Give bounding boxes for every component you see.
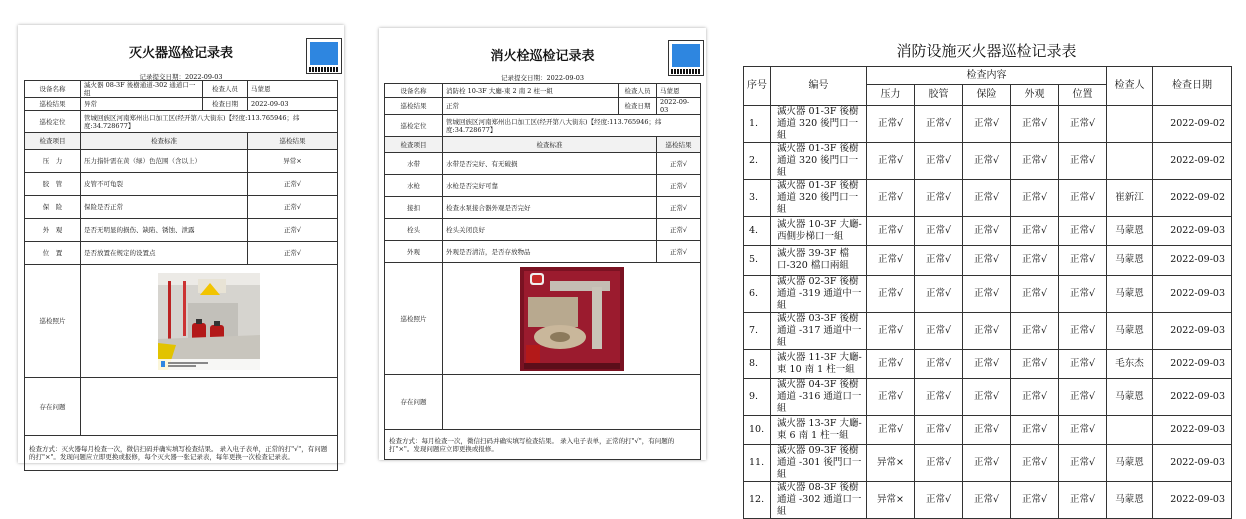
row-date: 2022-09-03 (1153, 217, 1232, 246)
item-result: 正常√ (657, 197, 701, 219)
item-result: 正常√ (248, 242, 338, 265)
seq-header: 序号 (744, 67, 771, 106)
row-position: 正常√ (1059, 275, 1107, 312)
row-hose: 正常√ (915, 378, 963, 415)
location-label: 巡检定位 (385, 115, 443, 137)
footer-note: 检查方式：灭火器每月检查一次，微信扫码并确实填写检查结果。 录入电子表单，正常的打"√"，有问题的打"×"。发现问题应立即更换或报修，每个灭火器一张记录表，每年更换一次检查记录表。 (25, 436, 338, 471)
item-name: 胶 管 (25, 173, 81, 196)
row-seq: 1. (744, 106, 771, 143)
row-seq: 5. (744, 246, 771, 275)
row-code: 滅火器 04-3F 後樹通道 -316 通道口一組 (771, 378, 867, 415)
row-safety: 正常√ (963, 275, 1011, 312)
row-seq: 11. (744, 445, 771, 482)
row-position: 正常√ (1059, 180, 1107, 217)
row-safety: 正常√ (963, 378, 1011, 415)
row-position: 正常√ (1059, 349, 1107, 378)
submit-date: 记录提交日期：2022-09-03 (139, 73, 223, 81)
row-hose: 正常√ (915, 312, 963, 349)
row-code: 滅火器 13-3F 大廳-東 6 南 1 柱一組 (771, 415, 867, 444)
issues-value (443, 375, 701, 430)
check-date-value: 2022-09-03 (657, 98, 701, 115)
row-inspector (1107, 106, 1153, 143)
row-appearance: 正常√ (1011, 180, 1059, 217)
result-col-header: 巡检结果 (248, 133, 338, 150)
inspection-table (24, 80, 338, 471)
table-row (744, 445, 1232, 482)
item-result: 异常× (248, 150, 338, 173)
item-name: 外观 (385, 241, 443, 263)
item-standard: 水枪是否完好可靠 (443, 175, 657, 197)
standard-col-header: 检查标准 (81, 133, 248, 150)
row-pressure: 异常× (867, 482, 915, 519)
row-position: 正常√ (1059, 445, 1107, 482)
issues-value (81, 378, 338, 436)
issues-label: 存在问题 (25, 378, 81, 436)
row-date: 2022-09-03 (1153, 482, 1232, 519)
row-seq: 10. (744, 415, 771, 444)
row-appearance: 正常√ (1011, 246, 1059, 275)
inspector-label: 检查人员 (619, 84, 657, 98)
row-pressure: 正常√ (867, 106, 915, 143)
summary-table (743, 66, 1232, 519)
table-row (25, 242, 338, 265)
row-hose: 正常√ (915, 246, 963, 275)
item-name: 保 险 (25, 196, 81, 219)
row-pressure: 正常√ (867, 180, 915, 217)
item-standard: 检查水泵接合器外观是否完好 (443, 197, 657, 219)
row-position: 正常√ (1059, 482, 1107, 519)
check-date-value: 2022-09-03 (248, 98, 338, 111)
item-standard: 保险是否正常 (81, 196, 248, 219)
row-seq: 9. (744, 378, 771, 415)
row-date: 2022-09-03 (1153, 246, 1232, 275)
row-inspector (1107, 143, 1153, 180)
row-pressure: 异常× (867, 445, 915, 482)
table-row (744, 349, 1232, 378)
row-safety: 正常√ (963, 482, 1011, 519)
row-date: 2022-09-03 (1153, 378, 1232, 415)
row-date: 2022-09-03 (1153, 445, 1232, 482)
row-code: 滅火器 10-3F 大廳-西側步梯口一組 (771, 217, 867, 246)
row-hose: 正常√ (915, 349, 963, 378)
item-col-header: 检查项目 (25, 133, 81, 150)
row-appearance: 正常√ (1011, 378, 1059, 415)
row-hose: 正常√ (915, 275, 963, 312)
row-code: 滅火器 11-3F 大廳-東 10 南 1 柱一組 (771, 349, 867, 378)
check-date-label: 检查日期 (203, 98, 248, 111)
row-seq: 12. (744, 482, 771, 519)
table-row (25, 219, 338, 242)
table-row (385, 197, 701, 219)
item-standard: 水带是否完好、有无破损 (443, 153, 657, 175)
row-position: 正常√ (1059, 246, 1107, 275)
row-safety: 正常√ (963, 349, 1011, 378)
row-inspector: 马蒙恩 (1107, 217, 1153, 246)
result-value: 异常 (81, 98, 203, 111)
row-appearance: 正常√ (1011, 312, 1059, 349)
item-name: 水带 (385, 153, 443, 175)
row-appearance: 正常√ (1011, 217, 1059, 246)
row-appearance: 正常√ (1011, 415, 1059, 444)
row-appearance: 正常√ (1011, 445, 1059, 482)
row-appearance: 正常√ (1011, 275, 1059, 312)
row-appearance: 正常√ (1011, 143, 1059, 180)
row-seq: 4. (744, 217, 771, 246)
inspection-photo (520, 267, 624, 371)
inspector-value: 马蒙恩 (657, 84, 701, 98)
location-label: 巡检定位 (25, 111, 81, 133)
row-inspector: 马蒙恩 (1107, 246, 1153, 275)
result-value: 正常 (443, 98, 619, 115)
row-date: 2022-09-02 (1153, 106, 1232, 143)
table-row (25, 173, 338, 196)
appearance-header: 外观 (1011, 85, 1059, 106)
row-safety: 正常√ (963, 415, 1011, 444)
table-row (744, 275, 1232, 312)
row-hose: 正常√ (915, 143, 963, 180)
row-date: 2022-09-03 (1153, 349, 1232, 378)
row-hose: 正常√ (915, 106, 963, 143)
standard-col-header: 检查标准 (443, 137, 657, 153)
inspection-table (384, 83, 701, 460)
table-row (25, 196, 338, 219)
device-name-label: 设备名称 (385, 84, 443, 98)
row-hose: 正常√ (915, 445, 963, 482)
submit-date: 记录提交日期：2022-09-03 (501, 74, 584, 82)
table-row (744, 482, 1232, 519)
form-title: 灭火器巡检记录表 (128, 46, 233, 61)
row-inspector: 马蒙恩 (1107, 378, 1153, 415)
row-seq: 2. (744, 143, 771, 180)
row-inspector: 马蒙恩 (1107, 275, 1153, 312)
item-standard: 栓头关闭良好 (443, 219, 657, 241)
item-name: 外 观 (25, 219, 81, 242)
item-col-header: 检查项目 (385, 137, 443, 153)
item-result: 正常√ (657, 175, 701, 197)
row-inspector: 马蒙恩 (1107, 445, 1153, 482)
code-header: 编号 (771, 67, 867, 106)
inspector-label: 检查人员 (203, 81, 248, 98)
table-row (744, 312, 1232, 349)
row-safety: 正常√ (963, 217, 1011, 246)
item-standard: 外观是否清洁，是否存放物品 (443, 241, 657, 263)
item-standard: 是否无明显的损伤、缺陷、锈蚀、泄露 (81, 219, 248, 242)
item-result: 正常√ (248, 219, 338, 242)
row-inspector (1107, 415, 1153, 444)
table-row (385, 153, 701, 175)
row-pressure: 正常√ (867, 312, 915, 349)
row-safety: 正常√ (963, 312, 1011, 349)
inspection-photo (158, 273, 260, 370)
row-pressure: 正常√ (867, 378, 915, 415)
table-row (744, 378, 1232, 415)
extinguisher-inspection-form (18, 25, 344, 463)
item-standard: 压力指针需在黄（绿）色范围（含以上） (81, 150, 248, 173)
row-code: 滅火器 01-3F 後樹通道 320 後門口一組 (771, 106, 867, 143)
date-header: 检查日期 (1153, 67, 1232, 106)
table-row (744, 106, 1232, 143)
row-code: 滅火器 08-3F 後樹通道 -302 通道口一組 (771, 482, 867, 519)
extinguisher-summary-form (741, 30, 1232, 518)
hydrant-inspection-form (379, 28, 706, 460)
row-pressure: 正常√ (867, 143, 915, 180)
row-position: 正常√ (1059, 106, 1107, 143)
result-col-header: 巡检结果 (657, 137, 701, 153)
item-name: 接扣 (385, 197, 443, 219)
device-name-label: 设备名称 (25, 81, 81, 98)
table-row (744, 217, 1232, 246)
row-date: 2022-09-03 (1153, 275, 1232, 312)
table-row (744, 143, 1232, 180)
row-safety: 正常√ (963, 180, 1011, 217)
table-row (385, 219, 701, 241)
form-title: 消火栓巡检记录表 (490, 49, 595, 64)
content-header: 检查内容 (867, 67, 1107, 85)
device-name-value: 滅火器 08-3F 後樹通道-302 通道口一组 (81, 81, 203, 98)
row-appearance: 正常√ (1011, 482, 1059, 519)
form-title: 消防设施灭火器巡检记录表 (896, 42, 1077, 60)
row-inspector: 马蒙恩 (1107, 312, 1153, 349)
item-result: 正常√ (248, 173, 338, 196)
result-label: 巡检结果 (385, 98, 443, 115)
row-code: 滅火器 09-3F 後樹通道 -301 後門口一組 (771, 445, 867, 482)
row-position: 正常√ (1059, 415, 1107, 444)
safety-header: 保险 (963, 85, 1011, 106)
table-row (385, 175, 701, 197)
row-pressure: 正常√ (867, 217, 915, 246)
row-safety: 正常√ (963, 445, 1011, 482)
row-hose: 正常√ (915, 415, 963, 444)
item-name: 位 置 (25, 242, 81, 265)
photo-label: 巡检照片 (385, 263, 443, 375)
table-row (744, 415, 1232, 444)
row-appearance: 正常√ (1011, 106, 1059, 143)
row-pressure: 正常√ (867, 275, 915, 312)
row-seq: 3. (744, 180, 771, 217)
device-name-value: 消防栓 10-3F 大廳-東 2 南 2 柱一組 (443, 84, 619, 98)
row-date: 2022-09-03 (1153, 415, 1232, 444)
row-seq: 7. (744, 312, 771, 349)
result-label: 巡检结果 (25, 98, 81, 111)
pressure-header: 压力 (867, 85, 915, 106)
position-header: 位置 (1059, 85, 1107, 106)
item-standard: 是否放置在规定的设置点 (81, 242, 248, 265)
row-position: 正常√ (1059, 378, 1107, 415)
inspector-value: 马蒙恩 (248, 81, 338, 98)
row-safety: 正常√ (963, 106, 1011, 143)
row-position: 正常√ (1059, 312, 1107, 349)
issues-label: 存在问题 (385, 375, 443, 430)
row-seq: 6. (744, 275, 771, 312)
item-name: 压 力 (25, 150, 81, 173)
row-inspector: 马蒙恩 (1107, 482, 1153, 519)
row-hose: 正常√ (915, 482, 963, 519)
location-value: 管城回族区河南郑州出口加工区(经开第八大街东)【经度:113.765946；纬度:34.728677】 (443, 115, 701, 137)
inspector-header: 检查人 (1107, 67, 1153, 106)
footer-note: 检查方式：每月检查一次，微信扫码并确实填写检查结果。 录入电子表单，正常的打"√"，有问题的打"×"。发现问题应立即更换或报修。 (385, 430, 701, 460)
row-pressure: 正常√ (867, 246, 915, 275)
row-date: 2022-09-02 (1153, 143, 1232, 180)
table-row (385, 241, 701, 263)
table-row (25, 150, 338, 173)
qr-code-icon (668, 40, 704, 76)
item-result: 正常√ (248, 196, 338, 219)
row-date: 2022-09-02 (1153, 180, 1232, 217)
table-row (744, 180, 1232, 217)
check-date-label: 检查日期 (619, 98, 657, 115)
row-hose: 正常√ (915, 217, 963, 246)
item-result: 正常√ (657, 219, 701, 241)
item-result: 正常√ (657, 153, 701, 175)
row-seq: 8. (744, 349, 771, 378)
row-position: 正常√ (1059, 143, 1107, 180)
table-row (744, 246, 1232, 275)
item-name: 水枪 (385, 175, 443, 197)
row-code: 滅火器 01-3F 後樹通道 320 後門口一組 (771, 143, 867, 180)
row-code: 滅火器 03-3F 後樹通道 -317 通道中一組 (771, 312, 867, 349)
row-position: 正常√ (1059, 217, 1107, 246)
row-code: 滅火器 39-3F 檔口-320 檔口兩組 (771, 246, 867, 275)
item-result: 正常√ (657, 241, 701, 263)
qr-code-icon (306, 38, 342, 74)
row-safety: 正常√ (963, 143, 1011, 180)
row-inspector: 崔新江 (1107, 180, 1153, 217)
row-inspector: 毛东杰 (1107, 349, 1153, 378)
photo-label: 巡检照片 (25, 265, 81, 378)
summary-rows (744, 106, 1232, 519)
row-safety: 正常√ (963, 246, 1011, 275)
hose-header: 胶管 (915, 85, 963, 106)
row-date: 2022-09-03 (1153, 312, 1232, 349)
row-hose: 正常√ (915, 180, 963, 217)
item-standard: 皮管不可龟裂 (81, 173, 248, 196)
location-value: 管城回族区河南郑州出口加工区(经开第八大街东)【经度:113.765946；纬度:34.728677】 (81, 111, 338, 133)
item-name: 栓头 (385, 219, 443, 241)
row-code: 滅火器 02-3F 後樹通道 -319 通道中一組 (771, 275, 867, 312)
row-appearance: 正常√ (1011, 349, 1059, 378)
row-pressure: 正常√ (867, 415, 915, 444)
row-pressure: 正常√ (867, 349, 915, 378)
row-code: 滅火器 01-3F 後樹通道 320 後門口一組 (771, 180, 867, 217)
